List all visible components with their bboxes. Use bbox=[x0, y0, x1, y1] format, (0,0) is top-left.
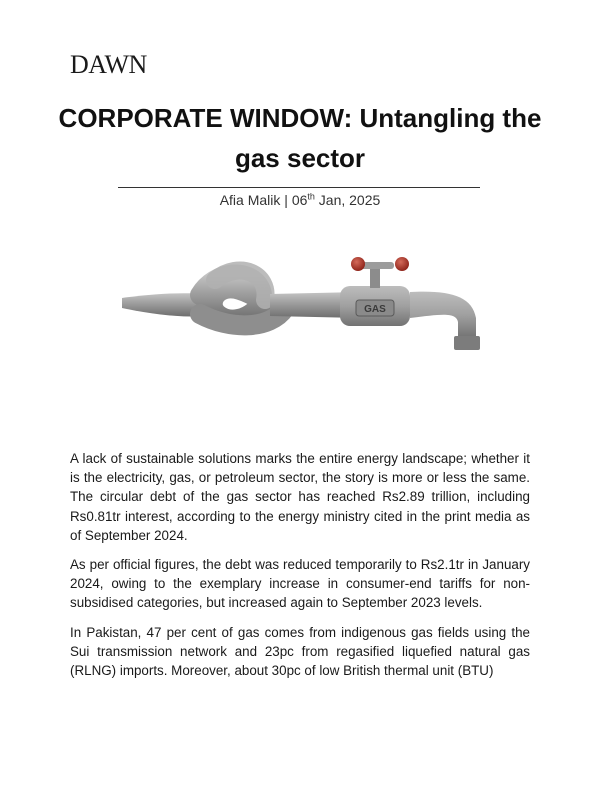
publish-date-rest: Jan, 2025 bbox=[314, 192, 381, 208]
publish-date-day: 06 bbox=[291, 192, 308, 208]
knotted-gas-pipe-illustration bbox=[120, 250, 500, 365]
article-paragraph: As per official figures, the debt was reduced temporarily to Rs2.1tr in January 2024, owing to the exemplary increase in consumer-end tariffs for non-subsidised categories, but increased again to September 2023 levels. bbox=[70, 557, 530, 611]
article-paragraph: In Pakistan, 47 per cent of gas comes from indigenous gas fields using the Sui transmission network and 23pc from regasified liquefied natural gas (RLNG) imports. Moreover, about 30pc of low British thermal unit (BTU) bbox=[70, 624, 530, 679]
publish-date-suffix: th bbox=[307, 191, 315, 202]
pipe-outlet-spout bbox=[410, 292, 476, 338]
masthead-logo: DAWN bbox=[70, 50, 147, 79]
spout-nozzle bbox=[454, 336, 480, 350]
valve-label-text: GAS bbox=[364, 304, 386, 315]
author-name: Afia Malik bbox=[219, 192, 281, 208]
valve-stem bbox=[370, 268, 380, 288]
article-body bbox=[70, 449, 530, 690]
valve-knob-left bbox=[351, 257, 365, 271]
headline-divider bbox=[118, 187, 480, 188]
byline bbox=[40, 192, 560, 208]
byline-separator: | bbox=[280, 192, 292, 208]
article-headline: CORPORATE WINDOW: Untangling the gas sector bbox=[58, 103, 542, 173]
article-paragraph: A lack of sustainable solutions marks the entire energy landscape; whether it is the electricity, gas, or petroleum sector, the story is more or less the same. The circular debt of the gas sector has reached Rs2.89 trillion, including Rs0.81tr interest, according to the energy ministry cited in the print media as of September 2024. bbox=[70, 451, 530, 543]
valve-knob-right bbox=[395, 257, 409, 271]
